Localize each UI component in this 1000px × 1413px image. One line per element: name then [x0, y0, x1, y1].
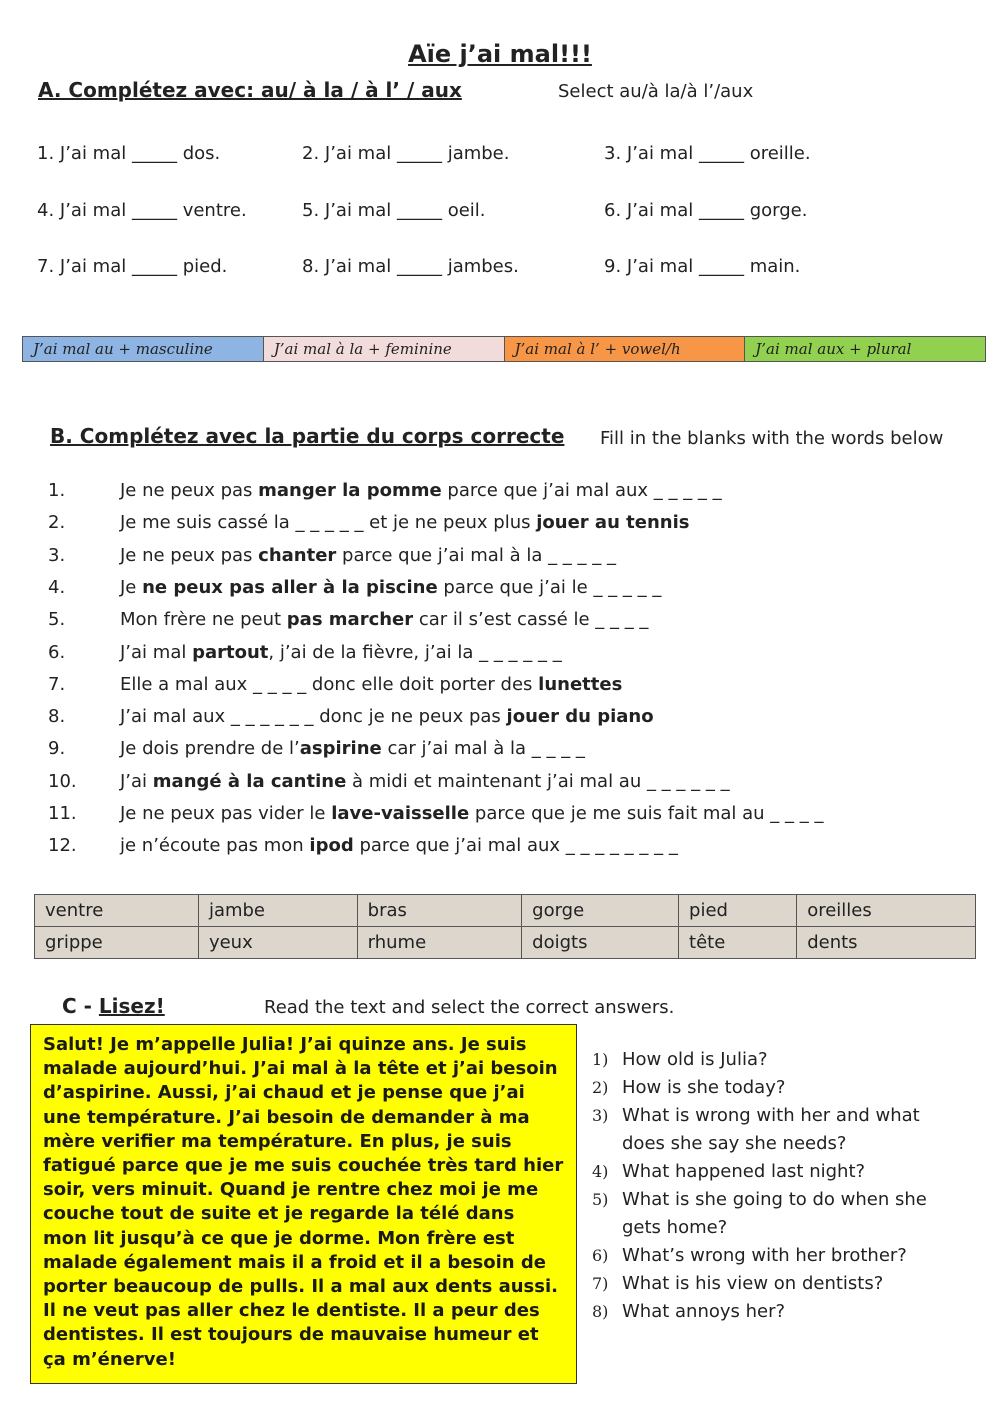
question-text: What’s wrong with her brother? [622, 1245, 907, 1266]
sentence-part: Je [120, 576, 143, 598]
exercise-a-item[interactable]: 7. J’ai mal _____ pied. [37, 256, 228, 277]
exercise-b-sentence[interactable] [120, 480, 722, 501]
exercise-b-number: 10. [48, 770, 77, 792]
section-a-subtitle: Select au/à la/à l’/aux [558, 81, 754, 102]
question-number: 7) [592, 1274, 609, 1293]
word-bank-cell: gorge [522, 895, 679, 927]
sentence-bold-part: lunettes [538, 673, 623, 695]
exercise-b-number: 9. [48, 738, 66, 760]
question-text: What is she going to do when she gets home? [622, 1189, 927, 1238]
section-b-heading: B. Complétez avec la partie du corps correcte [50, 424, 565, 448]
sentence-bold-part: ipod [309, 835, 354, 857]
exercise-a-item[interactable]: 9. J’ai mal _____ main. [604, 256, 801, 277]
exercise-b-sentence[interactable] [120, 835, 678, 856]
section-c-prefix: C - [62, 994, 99, 1018]
question-number: 5) [592, 1190, 609, 1209]
sentence-part: , j’ai de la fièvre, j’ai la _ _ _ _ _ _ [268, 641, 562, 663]
exercise-b-sentence[interactable] [120, 512, 690, 533]
sentence-part: Je me suis cassé la _ _ _ _ _ et je ne peux plus [120, 512, 537, 534]
word-bank-cell: ventre [35, 895, 199, 927]
word-bank-cell: doigts [522, 927, 679, 959]
question-text: What is his view on dentists? [622, 1273, 884, 1294]
question-text: What is wrong with her and what does she say she needs? [622, 1105, 920, 1154]
sentence-part: parce que j’ai le _ _ _ _ _ [437, 576, 662, 598]
question-text: What happened last night? [622, 1161, 866, 1182]
exercise-b-number: 4. [48, 576, 66, 598]
rule-feminine: J’ai mal à la + feminine [264, 337, 505, 361]
word-bank-cell: dents [797, 927, 976, 959]
section-c-subtitle: Read the text and select the correct answers. [264, 997, 675, 1018]
exercise-a-item[interactable]: 4. J’ai mal _____ ventre. [37, 200, 247, 221]
exercise-b-sentence[interactable] [120, 706, 654, 727]
exercise-b-number: 8. [48, 706, 66, 728]
question-number: 8) [592, 1302, 609, 1321]
sentence-part: Je dois prendre de l’ [120, 738, 300, 760]
exercise-b-number: 7. [48, 673, 66, 695]
section-a-heading: A. Complétez avec: au/ à la / à l’ / aux [38, 78, 462, 102]
section-b-subtitle: Fill in the blanks with the words below [600, 428, 944, 449]
exercise-b-sentence[interactable] [120, 674, 622, 695]
exercise-a-item[interactable]: 2. J’ai mal _____ jambe. [302, 143, 510, 164]
exercise-a-item[interactable]: 1. J’ai mal _____ dos. [37, 143, 221, 164]
exercise-a-item[interactable]: 8. J’ai mal _____ jambes. [302, 256, 519, 277]
sentence-part: J’ai mal aux _ _ _ _ _ _ donc je ne peux pas [120, 706, 507, 728]
question-item[interactable] [592, 1046, 942, 1074]
sentence-part: parce que je me suis fait mal au _ _ _ _ [469, 803, 824, 824]
question-item[interactable] [592, 1242, 942, 1270]
sentence-bold-part: pas marcher [286, 609, 414, 631]
sentence-bold-part: ne peux pas aller à la piscine [142, 576, 438, 598]
reading-text-box: Salut! Je m’appelle Julia! J’ai quinze ans. Je suis malade aujourd’hui. J’ai mal à la tête et j’ai besoin d’aspirine. Aussi, j’ai chaud et je pense que j’ai une température. J’ai besoin de demander à ma mère verifier ma température. En plus, je suis fatigué parce que je me suis couchée très tard hier soir, vers minuit. Quand je rentre chez moi je me couche tout de suite et je regarde la télé dans mon lit jusqu’à ce que je dorme. Mon frère est malade également mais il a froid et il a besoin de porter beaucoup de pulls. Il a mal aux dents aussi. Il ne veut pas aller chez le dentiste. Il a peur des dentistes. Il est toujours de mauvaise humeur et ça m’énerve! [30, 1024, 577, 1384]
page-title: Aïe j’ai mal!!! [408, 40, 592, 68]
sentence-part: J’ai [120, 770, 153, 792]
exercise-b-number: 3. [48, 544, 66, 566]
question-number: 4) [592, 1162, 609, 1181]
exercise-b-number: 12. [48, 835, 77, 857]
section-c-title: Lisez! [98, 994, 165, 1018]
exercise-b-number: 11. [48, 803, 77, 824]
sentence-bold-part: jouer du piano [506, 706, 654, 728]
word-bank-cell: bras [357, 895, 521, 927]
exercise-b-sentence[interactable] [120, 803, 823, 824]
word-bank-cell: grippe [35, 927, 199, 959]
sentence-bold-part: chanter [258, 544, 337, 566]
exercise-a-item[interactable]: 3. J’ai mal _____ oreille. [604, 143, 811, 164]
question-item[interactable] [592, 1270, 942, 1298]
sentence-part: parce que j’ai mal aux _ _ _ _ _ [441, 480, 722, 501]
word-bank-cell: jambe [198, 895, 357, 927]
sentence-part: Mon frère ne peut [120, 609, 287, 631]
sentence-part: à midi et maintenant j’ai mal au _ _ _ _ _ _ [346, 770, 730, 792]
exercise-b-sentence[interactable] [120, 545, 616, 566]
word-bank-cell: oreilles [797, 895, 976, 927]
exercise-b-sentence[interactable] [120, 771, 730, 792]
exercise-b-number: 1. [48, 480, 66, 501]
sentence-part: parce que j’ai mal à la _ _ _ _ _ [336, 544, 616, 566]
exercise-b-number: 5. [48, 609, 66, 631]
sentence-bold-part: lave-vaisselle [331, 803, 470, 824]
exercise-b-sentence[interactable] [120, 642, 562, 663]
exercise-b-number: 2. [48, 512, 66, 534]
sentence-part: je n’écoute pas mon [120, 835, 310, 857]
sentence-part: parce que j’ai mal aux _ _ _ _ _ _ _ _ [353, 835, 678, 857]
sentence-bold-part: partout [192, 641, 269, 663]
word-bank-cell: tête [679, 927, 797, 959]
question-item[interactable] [592, 1074, 942, 1102]
question-item[interactable] [592, 1102, 942, 1158]
sentence-part: Je ne peux pas [120, 480, 259, 501]
exercise-a-item[interactable]: 5. J’ai mal _____ oeil. [302, 200, 486, 221]
sentence-part: car j’ai mal à la _ _ _ _ [381, 738, 585, 760]
section-c-heading [62, 994, 165, 1018]
word-bank-table [34, 894, 976, 959]
sentence-part: Elle a mal aux _ _ _ _ donc elle doit porter des [120, 673, 539, 695]
sentence-bold-part: mangé à la cantine [152, 770, 347, 792]
exercise-b-sentence[interactable] [120, 738, 585, 759]
word-bank-row [35, 927, 976, 959]
word-bank-cell: yeux [198, 927, 357, 959]
word-bank-cell: pied [679, 895, 797, 927]
exercise-a-item[interactable]: 6. J’ai mal _____ gorge. [604, 200, 808, 221]
question-item[interactable] [592, 1186, 942, 1242]
word-bank-cell: rhume [357, 927, 521, 959]
question-number: 6) [592, 1246, 609, 1265]
rule-masculine: J’ai mal au + masculine [23, 337, 264, 361]
word-bank-row [35, 895, 976, 927]
sentence-part: Je ne peux pas [120, 544, 259, 566]
question-item[interactable] [592, 1298, 942, 1326]
question-text: How is she today? [622, 1077, 786, 1098]
exercise-b-sentence[interactable] [120, 609, 648, 630]
sentence-part: J’ai mal [120, 641, 193, 663]
sentence-part: car il s’est cassé le _ _ _ _ [413, 609, 649, 631]
sentence-bold-part: manger la pomme [258, 480, 442, 501]
exercise-b-number: 6. [48, 641, 66, 663]
question-text: How old is Julia? [622, 1049, 768, 1070]
sentence-part: Je ne peux pas vider le [120, 803, 332, 824]
question-item[interactable] [592, 1158, 942, 1186]
question-number: 2) [592, 1078, 609, 1097]
sentence-bold-part: jouer au tennis [536, 512, 690, 534]
rule-vowel: J’ai mal à l’ + vowel/h [505, 337, 746, 361]
sentence-bold-part: aspirine [299, 738, 382, 760]
exercise-b-sentence[interactable] [120, 577, 661, 598]
rule-plural: J’ai mal aux + plural [745, 337, 985, 361]
question-number: 1) [592, 1050, 609, 1069]
grammar-rule-bar [22, 336, 986, 362]
question-number: 3) [592, 1106, 609, 1125]
question-text: What annoys her? [622, 1301, 786, 1322]
